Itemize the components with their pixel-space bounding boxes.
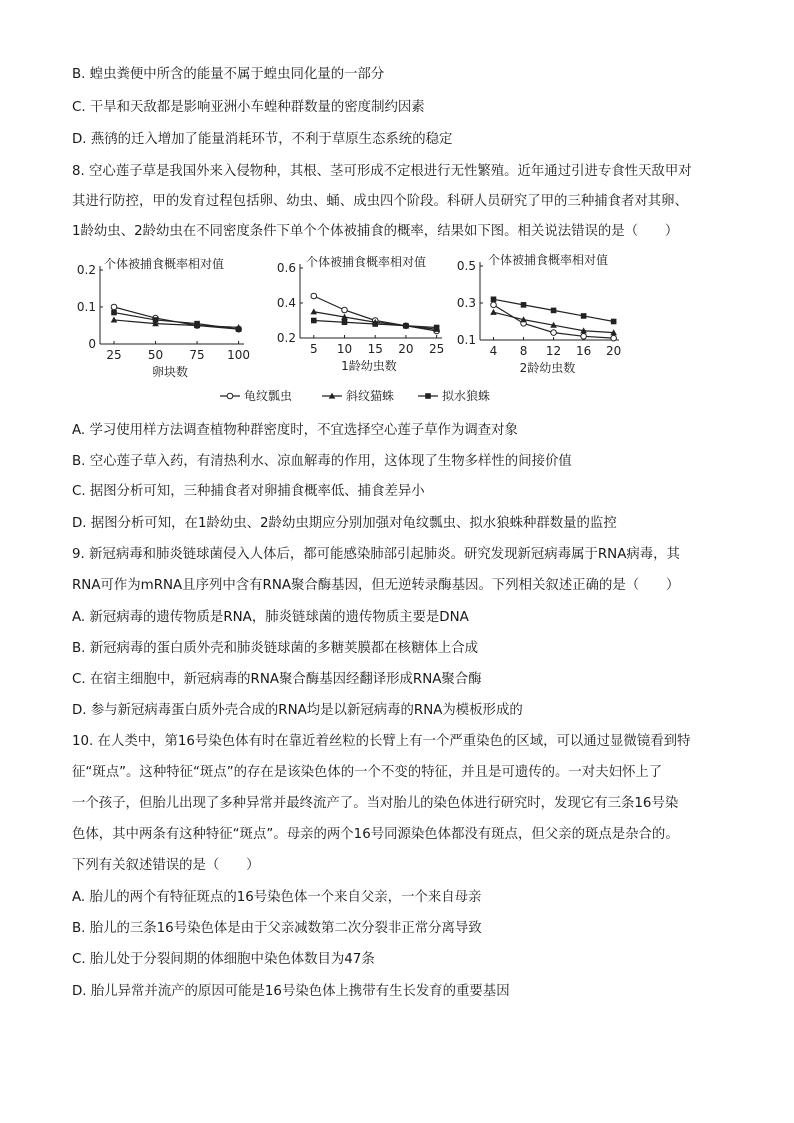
data-point: [581, 334, 587, 340]
legend-marker: [425, 393, 431, 399]
data-point: [551, 330, 557, 336]
x-axis-label: 1龄幼虫数: [341, 359, 397, 373]
data-point: [111, 310, 117, 316]
option-line: B. 胎儿的三条16号染色体是由于父亲减数第二次分裂非正常分离导致: [72, 921, 482, 936]
data-point: [153, 317, 159, 323]
series-line: [114, 313, 239, 330]
question-8-stem: 1龄幼虫、2龄幼虫在不同密度条件下单个个体被捕食的概率，结果如下图。相关说法错误的是（ ）: [72, 224, 679, 239]
option-line: C. 据图分析可知，三种捕食者对卵捕食概率低、捕食差异小: [72, 484, 425, 499]
option-line: B. 新冠病毒的蛋白质外壳和肺炎链球菌的多糖荚膜都在核糖体上合成: [72, 641, 479, 656]
data-point: [611, 335, 617, 341]
chart-title: 个体被捕食概率相对值: [306, 255, 427, 269]
data-point: [551, 308, 557, 314]
option-line: B. 空心莲子草入药，有清热利水、凉血解毒的作用，这体现了生物多样性的间接价值: [72, 454, 572, 469]
x-tick-label: 75: [189, 348, 205, 362]
x-tick-label: 10: [336, 342, 353, 356]
y-tick-label: 0.6: [276, 261, 296, 275]
figure-predation-charts: [70, 252, 630, 412]
data-point: [403, 323, 409, 329]
x-tick-label: 12: [545, 344, 562, 358]
question-10-stem: 下列有关叙述错误的是（ ）: [72, 858, 260, 873]
question-9-stem: RNA可作为mRNA且序列中含有RNA聚合酶基因，但无逆转录酶基因。下列相关叙述正确的是（ ）: [72, 578, 680, 593]
series-line: [114, 307, 239, 329]
x-axis-label: 卵块数: [151, 365, 189, 379]
option-line: D. 参与新冠病毒蛋白质外壳合成的RNA均是以新冠病毒的RNA为模板形成的: [72, 703, 523, 718]
data-point: [342, 319, 348, 325]
data-point: [311, 293, 317, 299]
data-point: [491, 297, 497, 303]
option-line: A. 学习使用样方法调查植物种群密度时，不宜选择空心莲子草作为调查对象: [72, 423, 518, 438]
data-point: [236, 326, 242, 332]
y-tick-label: 0.1: [76, 300, 96, 314]
legend-label: 斜纹猫蛛: [346, 389, 395, 403]
question-10-stem: 一个孩子，但胎儿出现了多种异常并最终流产了。当对胎儿的染色体进行研究时，发现它有三条16号染: [72, 796, 679, 811]
x-tick-label: 50: [147, 348, 164, 362]
text-line: D. 燕鸻的迁入增加了能量消耗环节，不利于草原生态系统的稳定: [72, 132, 453, 147]
data-point: [434, 325, 440, 331]
x-tick-label: 16: [575, 344, 592, 358]
y-tick-label: 0.3: [456, 296, 476, 310]
x-tick-label: 8: [519, 344, 528, 358]
x-tick-label: 25: [428, 342, 445, 356]
x-tick-label: 20: [606, 344, 622, 358]
legend-label: 龟纹瓢虫: [244, 389, 293, 403]
y-tick-label: 0.2: [276, 331, 296, 345]
question-8-stem: 其进行防控，甲的发育过程包括卵、幼虫、蛹、成虫四个阶段。科研人员研究了甲的三种捕食者对其卵、: [72, 194, 688, 209]
x-tick-label: 25: [106, 348, 122, 362]
data-point: [611, 319, 617, 325]
data-point: [111, 304, 117, 310]
x-axis-label: 2龄幼虫数: [519, 361, 576, 375]
text-line: C. 干旱和天敌都是影响亚洲小车蝗种群数量的密度制约因素: [72, 100, 425, 115]
data-point: [491, 302, 497, 308]
text-line: B. 蝗虫粪便中所含的能量不属于蝗虫同化量的一部分: [72, 67, 385, 82]
option-line: A. 新冠病毒的遗传物质是RNA，肺炎链球菌的遗传物质主要是DNA: [72, 610, 469, 625]
question-9-stem: 9. 新冠病毒和肺炎链球菌侵入人体后，都可能感染肺部引起肺炎。研究发现新冠病毒属于RNA病毒，其: [72, 547, 680, 562]
x-tick-label: 4: [489, 344, 498, 358]
data-point: [311, 318, 317, 324]
legend-marker: [227, 393, 233, 399]
option-line: C. 胎儿处于分裂间期的体细胞中染色体数目为47条: [72, 952, 375, 967]
y-tick-label: 0.5: [456, 259, 476, 273]
data-point: [194, 321, 200, 327]
chart-title: 个体被捕食概率相对值: [104, 257, 225, 271]
charts-svg: [70, 252, 630, 412]
data-point: [581, 313, 587, 319]
option-line: C. 在宿主细胞中，新冠病毒的RNA聚合酶基因经翻译形成RNA聚合酶: [72, 672, 482, 687]
x-tick-label: 15: [367, 342, 383, 356]
data-point: [521, 302, 527, 308]
legend-label: 拟水狼蛛: [442, 389, 491, 403]
x-tick-label: 5: [309, 342, 318, 356]
y-tick-label: 0.4: [276, 296, 296, 310]
x-tick-label: 100: [227, 348, 251, 362]
y-tick-label: 0.2: [76, 263, 96, 277]
question-10-stem: 色体，其中两条有这种特征“斑点”。母亲的两个16号同源染色体都没有斑点，但父亲的斑点是杂合的。: [72, 827, 679, 842]
option-line: D. 胎儿异常并流产的原因可能是16号染色体上携带有生长发育的重要基因: [72, 984, 510, 999]
question-8-stem: 8. 空心莲子草是我国外来入侵物种，其根、茎可形成不定根进行无性繁殖。近年通过引进专食性天敌甲对: [72, 164, 692, 179]
data-point: [311, 308, 318, 314]
data-point: [490, 309, 497, 315]
option-line: A. 胎儿的两个有特征斑点的16号染色体一个来自父亲，一个来自母亲: [72, 890, 482, 905]
data-point: [372, 321, 378, 327]
data-point: [342, 307, 348, 313]
question-10-stem: 10. 在人类中，第16号染色体有时在靠近着丝粒的长臂上有一个严重染色的区域，可以通过显微镜看到特: [72, 734, 691, 749]
option-line: D. 据图分析可知，在1龄幼虫、2龄幼虫期应分别加强对龟纹瓢虫、拟水狼蛛种群数量的监控: [72, 516, 617, 531]
chart-title: 个体被捕食概率相对值: [488, 253, 609, 267]
x-tick-label: 20: [398, 342, 414, 356]
data-point: [111, 317, 118, 323]
y-tick-label: 0: [88, 337, 96, 351]
question-10-stem: 征“斑点”。这种特征“斑点”的存在是该染色体的一个不变的特征，并且是可遗传的。一对夫妇怀上了: [72, 765, 663, 780]
y-tick-label: 0.1: [456, 333, 476, 347]
